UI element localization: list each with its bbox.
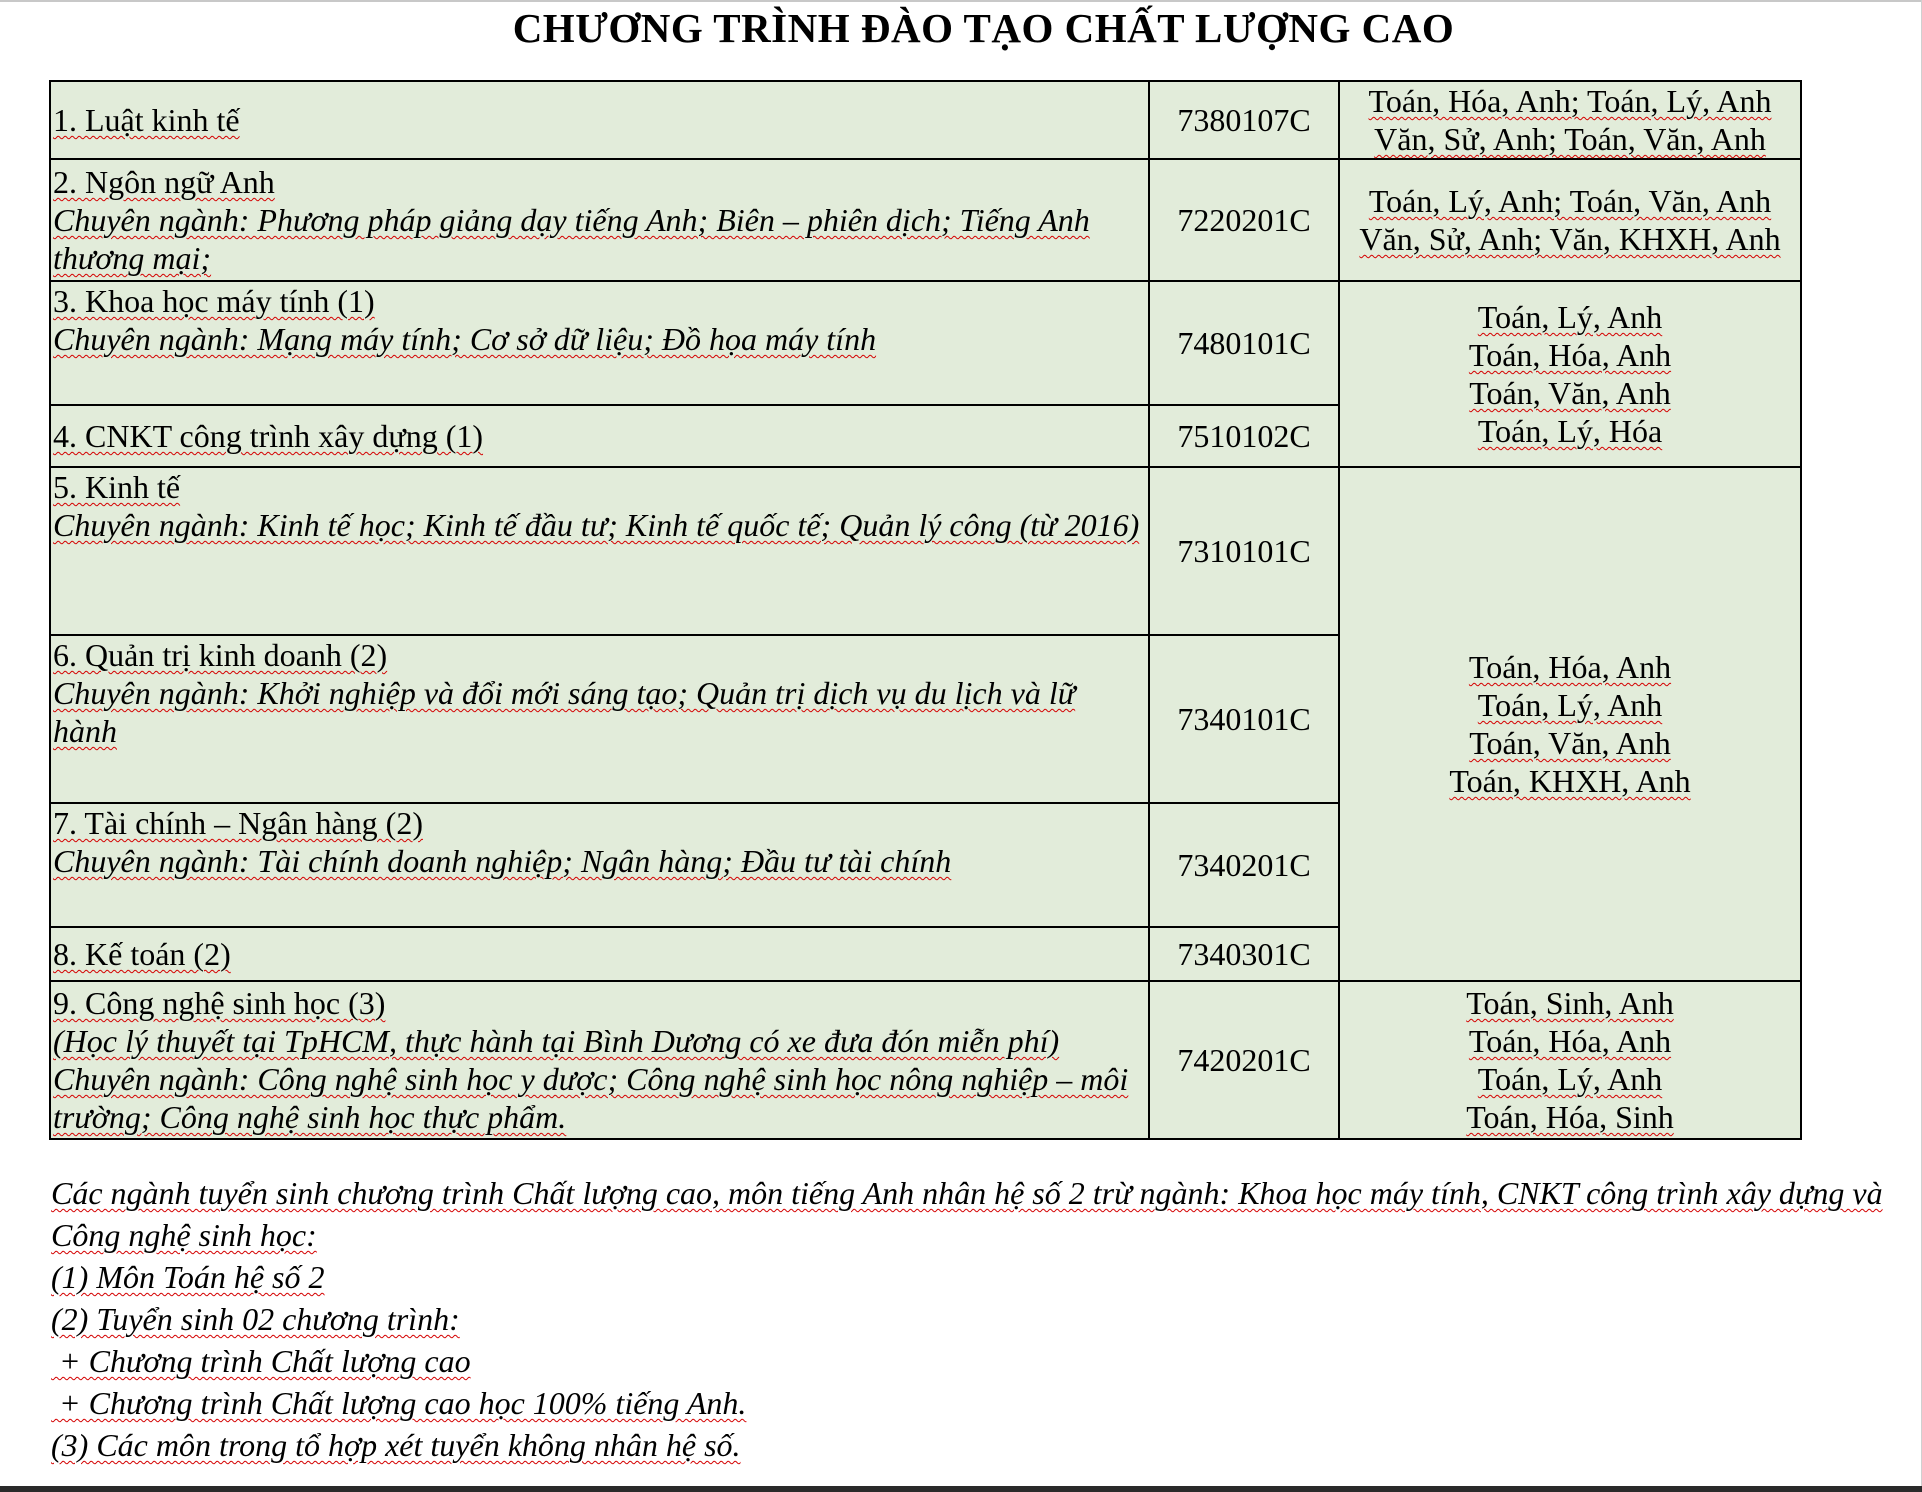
program-detail: Chuyên ngành: Khởi nghiệp và đổi mới sáng tạo; Quản trị dịch vụ du lịch và lữ hành: [53, 675, 1076, 749]
program-code: 7310101C: [1149, 467, 1339, 635]
program-code: 7340101C: [1149, 635, 1339, 803]
program-name-cell: [50, 635, 1149, 803]
table-row: [50, 281, 1801, 405]
subject-combos: [1339, 81, 1801, 159]
table-row: [50, 81, 1801, 159]
program-name-cell: [50, 981, 1149, 1139]
program-code: 7340301C: [1149, 927, 1339, 981]
combo-line: Toán, Hóa, Sinh: [1466, 1099, 1674, 1135]
table-row: [50, 159, 1801, 281]
combo-line: Toán, Văn, Anh: [1469, 375, 1671, 411]
combo-line: Toán, Hóa, Anh; Toán, Lý, Anh: [1368, 83, 1772, 119]
subject-combos: [1339, 981, 1801, 1139]
program-name: 4. CNKT công trình xây dựng (1): [53, 418, 484, 454]
combo-line: Toán, Hóa, Anh: [1468, 1023, 1672, 1059]
table-row: [50, 467, 1801, 635]
program-name-cell: [50, 405, 1149, 467]
program-name-cell: [50, 467, 1149, 635]
program-name-cell: [50, 159, 1149, 281]
combo-line: Toán, Hóa, Anh: [1468, 337, 1672, 373]
note-2a: + Chương trình Chất lượng cao: [51, 1343, 471, 1379]
combo-line: Văn, Sử, Anh; Văn, KHXH, Anh: [1359, 221, 1781, 257]
top-rule: [0, 0, 1922, 2]
program-name: 7. Tài chính – Ngân hàng (2): [53, 805, 423, 841]
bottom-rule: [0, 1486, 1922, 1492]
combo-line: Toán, Lý, Anh: [1477, 1061, 1663, 1097]
program-detail: Chuyên ngành: Phương pháp giảng dạy tiếng Anh; Biên – phiên dịch; Tiếng Anh thương mại;: [53, 202, 1090, 276]
program-name: 9. Công nghệ sinh học (3): [53, 985, 386, 1021]
subject-combos: [1339, 159, 1801, 281]
program-name: 5. Kinh tế: [53, 469, 181, 505]
note-intro: Các ngành tuyển sinh chương trình Chất lượng cao, môn tiếng Anh nhân hệ số 2 trừ ngành: Khoa học máy tính, CNKT công trình xây dựng và Công nghệ sinh học:: [51, 1175, 1883, 1253]
program-detail: (Học lý thuyết tại TpHCM, thực hành tại Bình Dương có xe đưa đón miễn phí): [53, 1023, 1060, 1059]
program-name-cell: [50, 803, 1149, 927]
note-1: (1) Môn Toán hệ số 2: [51, 1259, 325, 1295]
program-code: 7420201C: [1149, 981, 1339, 1139]
program-detail-2: Chuyên ngành: Công nghệ sinh học y dược; Công nghệ sinh học nông nghiệp – môi trường; Công nghệ sinh học thực phẩm.: [53, 1061, 1129, 1135]
program-name: 6. Quản trị kinh doanh (2): [53, 637, 388, 673]
combo-line: Toán, Lý, Anh: [1477, 687, 1663, 723]
program-code: 7480101C: [1149, 281, 1339, 405]
note-2: (2) Tuyển sinh 02 chương trình:: [51, 1301, 460, 1337]
program-name: 2. Ngôn ngữ Anh: [53, 164, 275, 200]
program-name-cell: [50, 81, 1149, 159]
subject-combos: [1339, 281, 1801, 467]
combo-line: Toán, Hóa, Anh: [1468, 649, 1672, 685]
program-code: 7510102C: [1149, 405, 1339, 467]
combo-line: Toán, KHXH, Anh: [1449, 763, 1691, 799]
program-name: 3. Khoa học máy tính (1): [53, 283, 375, 319]
program-table: [49, 80, 1802, 1140]
footnotes: [51, 1172, 1891, 1466]
program-name-cell: [50, 281, 1149, 405]
program-detail: Chuyên ngành: Kinh tế học; Kinh tế đầu tư; Kinh tế quốc tế; Quản lý công (từ 2016): [53, 507, 1140, 543]
combo-line: Toán, Lý, Anh: [1477, 299, 1663, 335]
program-code: 7220201C: [1149, 159, 1339, 281]
program-detail: Chuyên ngành: Tài chính doanh nghiệp; Ngân hàng; Đầu tư tài chính: [53, 843, 952, 879]
note-2b: + Chương trình Chất lượng cao học 100% tiếng Anh.: [51, 1385, 747, 1421]
program-detail: Chuyên ngành: Mạng máy tính; Cơ sở dữ liệu; Đồ họa máy tính: [53, 321, 877, 357]
combo-line: Toán, Lý, Hóa: [1477, 413, 1663, 449]
program-name: 1. Luật kinh tế: [53, 102, 240, 138]
combo-line: Toán, Lý, Anh; Toán, Văn, Anh: [1368, 183, 1772, 219]
combo-line: Toán, Sinh, Anh: [1466, 985, 1674, 1021]
table-row: [50, 981, 1801, 1139]
combo-line: Văn, Sử, Anh; Toán, Văn, Anh: [1374, 121, 1766, 157]
program-code: 7380107C: [1149, 81, 1339, 159]
note-3: (3) Các môn trong tổ hợp xét tuyển không nhân hệ số.: [51, 1427, 741, 1463]
program-name-cell: [50, 927, 1149, 981]
combo-line: Toán, Văn, Anh: [1469, 725, 1671, 761]
page-title: CHƯƠNG TRÌNH ĐÀO TẠO CHẤT LƯỢNG CAO: [512, 5, 1455, 51]
program-name: 8. Kế toán (2): [53, 936, 231, 972]
subject-combos: [1339, 467, 1801, 981]
program-code: 7340201C: [1149, 803, 1339, 927]
